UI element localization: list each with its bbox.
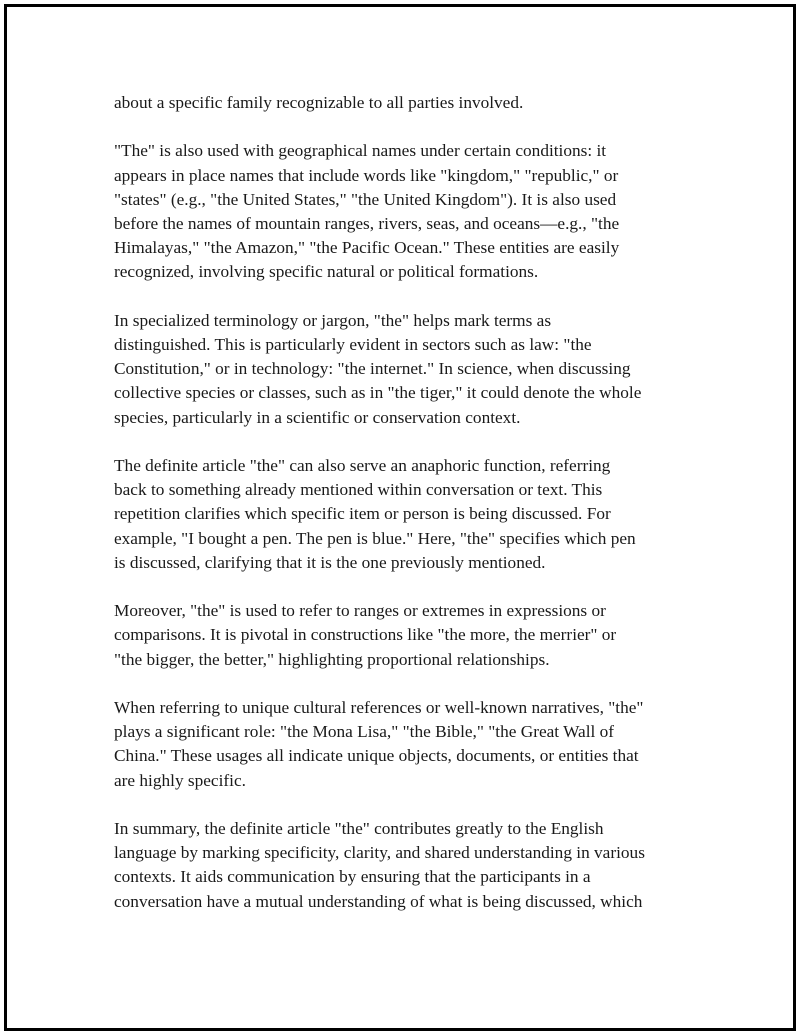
text-line: Constitution," or in technology: "the internet." In science, when discussing [114,359,631,379]
paragraph-geographical-names [114,139,704,284]
text-line: before the names of mountain ranges, rivers, seas, and oceans—e.g., "the [114,214,620,233]
paragraph-cultural-references [114,696,704,793]
text-line: back to something already mentioned within conversation or text. This [114,480,603,500]
text-line: example, "I bought a pen. The pen is blue." Here, "the" specifies which pen [114,528,636,548]
text-line: appears in place names that include words like "kingdom," "republic," or [114,165,619,185]
text-line: are highly specific. [114,770,246,790]
text-line: In specialized terminology or jargon, "the" helps mark terms as [114,310,552,330]
paragraph-family-recognizable [114,91,704,115]
text-line: distinguished. This is particularly evident in sectors such as law: "the [114,335,592,354]
text-line: species, particularly in a scientific or conservation context. [114,407,521,427]
text-line: language by marking specificity, clarity, and shared understanding in various [114,843,645,863]
paragraph-anaphoric-function [114,454,704,575]
text-line: The definite article "the" can also serve an anaphoric function, referring [114,456,611,475]
text-line: repetition clarifies which specific item or person is being discussed. For [114,504,611,524]
text-line: is discussed, clarifying that it is the one previously mentioned. [114,552,546,572]
paragraph-summary [114,817,704,914]
text-line: conversation have a mutual understanding of what is being discussed, which [114,891,643,911]
text-line: Himalayas," "the Amazon," "the Pacific Ocean." These entities are easily [114,238,620,258]
text-line: "the bigger, the better," highlighting proportional relationships. [114,649,550,669]
document-body [114,91,704,938]
text-line: "The" is also used with geographical names under certain conditions: it [114,141,607,161]
text-line: collective species or classes, such as in "the tiger," it could denote the whole [114,383,642,403]
text-line: about a specific family recognizable to all parties involved. [114,93,524,112]
text-line: China." These usages all indicate unique objects, documents, or entities that [114,746,639,766]
text-line: recognized, involving specific natural or political formations. [114,262,539,282]
text-line: When referring to unique cultural references or well-known narratives, "the" [114,698,644,717]
text-line: Moreover, "the" is used to refer to ranges or extremes in expressions or [114,601,606,621]
text-line: contexts. It aids communication by ensuring that the participants in a [114,867,591,887]
text-line: plays a significant role: "the Mona Lisa," "the Bible," "the Great Wall of [114,722,615,742]
text-line: In summary, the definite article "the" contributes greatly to the English [114,819,604,838]
text-line: "states" (e.g., "the United States," "the United Kingdom"). It is also used [114,189,617,209]
paragraph-ranges-extremes [114,599,704,672]
paragraph-specialized-terminology [114,309,704,430]
text-line: comparisons. It is pivotal in constructions like "the more, the merrier" or [114,625,617,645]
